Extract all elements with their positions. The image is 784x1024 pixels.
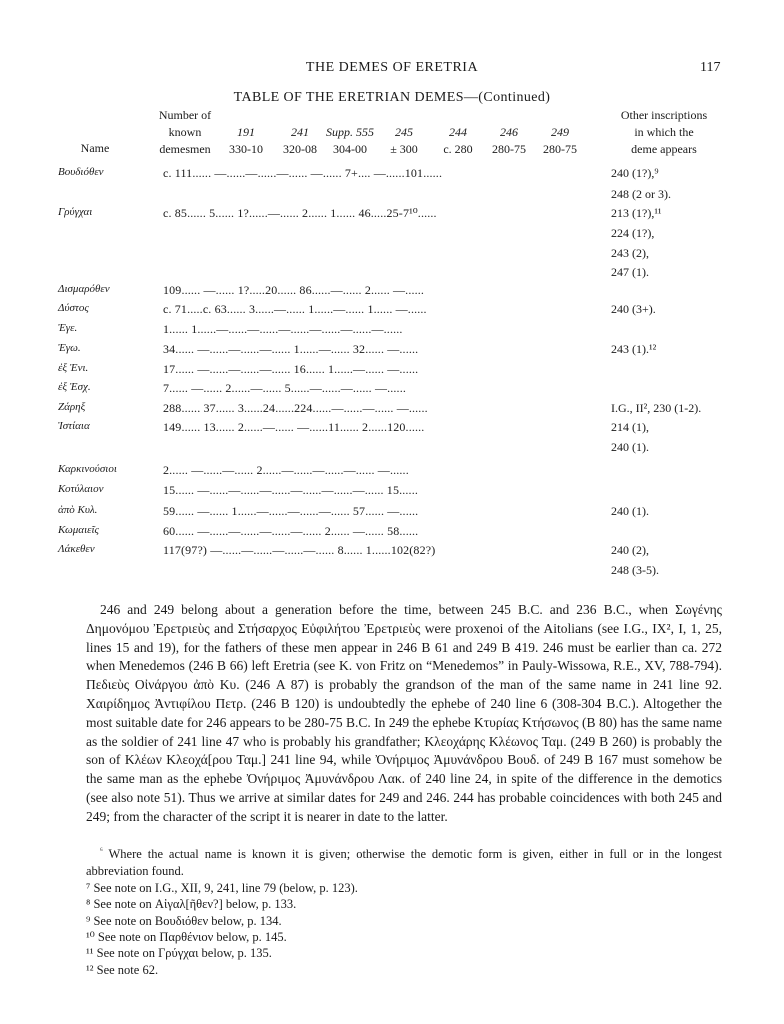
deme-name: Λάκεθεν bbox=[58, 543, 95, 555]
deme-name: Δύστος bbox=[58, 302, 89, 314]
deme-name: Ἐγε. bbox=[58, 322, 78, 334]
deme-counts: 60...... —......—......—......—...... 2...... —...... 58...... bbox=[163, 524, 419, 538]
other-inscriptions: 214 (1), bbox=[611, 420, 649, 434]
header-col-191: 191 bbox=[237, 125, 255, 139]
deme-counts: 17...... —......—......—...... 16...... 1......—...... —...... bbox=[163, 362, 419, 376]
other-inscriptions-cont: 243 (2), bbox=[611, 246, 649, 260]
page-number: 117 bbox=[700, 60, 721, 75]
body-paragraph-text: 246 and 249 belong about a generation before the time, between 245 B.C. and 236 B.C., when Σωγένης Δημονόμου Ἐρετριεὺς and Στήσαρχος Εὐφιλήτου Ἐρετριεὺς were proxenoi of the Aitolians (see I.G., IX², I, 1, 25, lines 15 and 19), for the fathers of these men appear in 246 B 61 and 249 B 419. 246 must be earlier than ca. 272 when Menedemos (246 B 66) left Eretria (see K. von Fritz on “Menedemos” in Pauly-Wissowa, R.E., XV, 788-794). Πεδιεὺς Οἰνάργου ἀπὸ Κυ. (246 A 87) is probably the grandson of the man of the same name in 241 line 92. Χαιρίδημος Ἀντιφίλου Πετρ. (246 B 120) is undoubtedly the ephebe of 240 line 6 (308-304 B.C.). Altogether the most suitable date for 246 appears to be 280-75 B.C. In 249 the ephebe Κτυρίας Κτήσωνος (B 80) has the same name as the soldier of 241 line 47 who is probably his grandfather; Κλεοχάρης Κλέωνος Ταμ. (249 B 260) is probably the son of Κλέων Κλεοχά[ρου Ταμ.] 241 line 94, while Ὀνήριμος Ἀμυνάνδρου Βουδ. of 249 B 167 must somehow be the same man as the ephebe Ὀνήριμος Ἀμυνάνδρου Λακ. of 240 line 24, in spite of the difference in the demotics (see also note 51). Thus we arrive at similar dates for 249 and 246. 244 has probable coincidences with both 245 and 249; from the character of the script it is nearer in date to the latter. bbox=[86, 602, 722, 824]
body-paragraph bbox=[86, 601, 722, 827]
header-col-245: 245 bbox=[395, 125, 413, 139]
deme-counts: 59...... —...... 1......—......—......—...... 57...... —...... bbox=[163, 504, 419, 518]
header-col-249: 249 bbox=[551, 125, 569, 139]
header-other-line2: in which the bbox=[634, 125, 694, 139]
footnote-12: ¹² See note 62. bbox=[86, 963, 159, 977]
header-col-249-date: 280-75 bbox=[543, 142, 577, 156]
deme-name: Δισμαρόθεν bbox=[58, 283, 110, 295]
header-col-246: 246 bbox=[500, 125, 518, 139]
deme-counts: 1...... 1......—......—......—......—......—......—...... bbox=[163, 322, 403, 336]
running-head: THE DEMES OF ERETRIA bbox=[305, 60, 479, 75]
header-other-line1: Other inscriptions bbox=[620, 108, 708, 122]
deme-counts: 15...... —......—......—......—......—......—...... 15...... bbox=[163, 483, 418, 497]
header-col-supp555-date: 304-00 bbox=[333, 142, 367, 156]
header-col-246-date: 280-75 bbox=[492, 142, 526, 156]
deme-name: ἐξ Ἐσχ. bbox=[58, 381, 91, 393]
header-number-line3: demesmen bbox=[159, 142, 211, 156]
header-name: Name bbox=[80, 141, 110, 155]
deme-counts: 149...... 13...... 2......—...... —......11...... 2......120...... bbox=[163, 420, 425, 434]
other-inscriptions-cont: 247 (1). bbox=[611, 265, 649, 279]
header-col-245-date: ± 300 bbox=[390, 142, 418, 156]
header-other-line3: deme appears bbox=[631, 142, 697, 156]
header-col-241: 241 bbox=[291, 125, 309, 139]
deme-name: Κωμαιεῖς bbox=[58, 524, 99, 536]
deme-counts: 109...... —...... 1?.....20...... 86......—...... 2...... —...... bbox=[163, 283, 425, 297]
footnote-9: ⁹ See note on Βουδιόθεν below, p. 134. bbox=[86, 914, 282, 928]
other-inscriptions: 240 (3+). bbox=[611, 302, 656, 316]
other-inscriptions: 240 (1?),⁹ bbox=[611, 166, 659, 180]
deme-counts: c. 111...... —......—......—...... —...... 7+.... —......101...... bbox=[163, 166, 443, 180]
other-inscriptions: I.G., II², 230 (1-2). bbox=[611, 401, 702, 415]
header-number-line1: Number of bbox=[158, 108, 212, 122]
header-col-191-date: 330-10 bbox=[229, 142, 263, 156]
other-inscriptions: 243 (1).¹² bbox=[611, 342, 657, 356]
header-col-supp555: Supp. 555 bbox=[326, 125, 374, 139]
other-inscriptions-cont: 248 (3-5). bbox=[611, 563, 659, 577]
deme-counts: 117(97?) —......—......—......—...... 8...... 1......102(82?) bbox=[163, 543, 436, 557]
header-col-241-date: 320-08 bbox=[283, 142, 317, 156]
deme-name: Ζάρηξ bbox=[58, 401, 86, 413]
deme-name: Βουδιόθεν bbox=[58, 166, 104, 178]
footnote-10: ¹⁰ See note on Παρθένιον below, p. 145. bbox=[86, 930, 287, 944]
header-col-244: 244 bbox=[449, 125, 467, 139]
header-number-line2: known bbox=[168, 125, 202, 139]
deme-counts: 2...... —......—...... 2......—......—......—...... —...... bbox=[163, 463, 409, 477]
footnote-7: ⁷ See note on I.G., XII, 9, 241, line 79 (below, p. 123). bbox=[86, 881, 358, 895]
deme-name: ἀπὸ Κυλ. bbox=[58, 504, 98, 516]
deme-counts: c. 71.....c. 63...... 3......—...... 1......—...... 1...... —...... bbox=[163, 302, 427, 316]
deme-name: Γρύγχαι bbox=[58, 206, 93, 218]
deme-counts: 288...... 37...... 3......24......224......—......—...... —...... bbox=[163, 401, 428, 415]
other-inscriptions: 240 (2), bbox=[611, 543, 649, 557]
footnote-6: $^{^6}$ Where the actual name is known it is given; otherwise the demotic form is given, either in full or in the longest abbreviation found. bbox=[86, 845, 722, 878]
footnote-11: ¹¹ See note on Γρύγχαι below, p. 135. bbox=[86, 946, 272, 960]
table-title: TABLE OF THE ERETRIAN DEMES—(Continued) bbox=[233, 90, 551, 105]
deme-counts: 7...... —...... 2......—...... 5......—......—...... —...... bbox=[163, 381, 406, 395]
deme-name: Καρκινούσιοι bbox=[58, 463, 117, 475]
footnote-8: ⁸ See note on Αἰγαλ[ῆθεν?] below, p. 133. bbox=[86, 897, 297, 911]
other-inscriptions-cont: 224 (1?), bbox=[611, 226, 655, 240]
other-inscriptions: 213 (1?),¹¹ bbox=[611, 206, 662, 220]
other-inscriptions: 240 (1). bbox=[611, 504, 649, 518]
other-inscriptions-cont: 240 (1). bbox=[611, 440, 649, 454]
other-inscriptions-cont: 248 (2 or 3). bbox=[611, 187, 671, 201]
deme-name: ἐξ Ἐνι. bbox=[58, 362, 89, 374]
deme-name: Κοτύλαιον bbox=[58, 483, 104, 495]
deme-name: Ἱστίαια bbox=[58, 420, 90, 432]
deme-counts: 34...... —......—......—...... 1......—...... 32...... —...... bbox=[163, 342, 419, 356]
deme-name: Ἐγω. bbox=[58, 342, 81, 354]
deme-counts: c. 85...... 5...... 1?......—...... 2...... 1...... 46.....25-7¹⁰...... bbox=[163, 206, 437, 220]
header-col-244-date: c. 280 bbox=[443, 142, 473, 156]
